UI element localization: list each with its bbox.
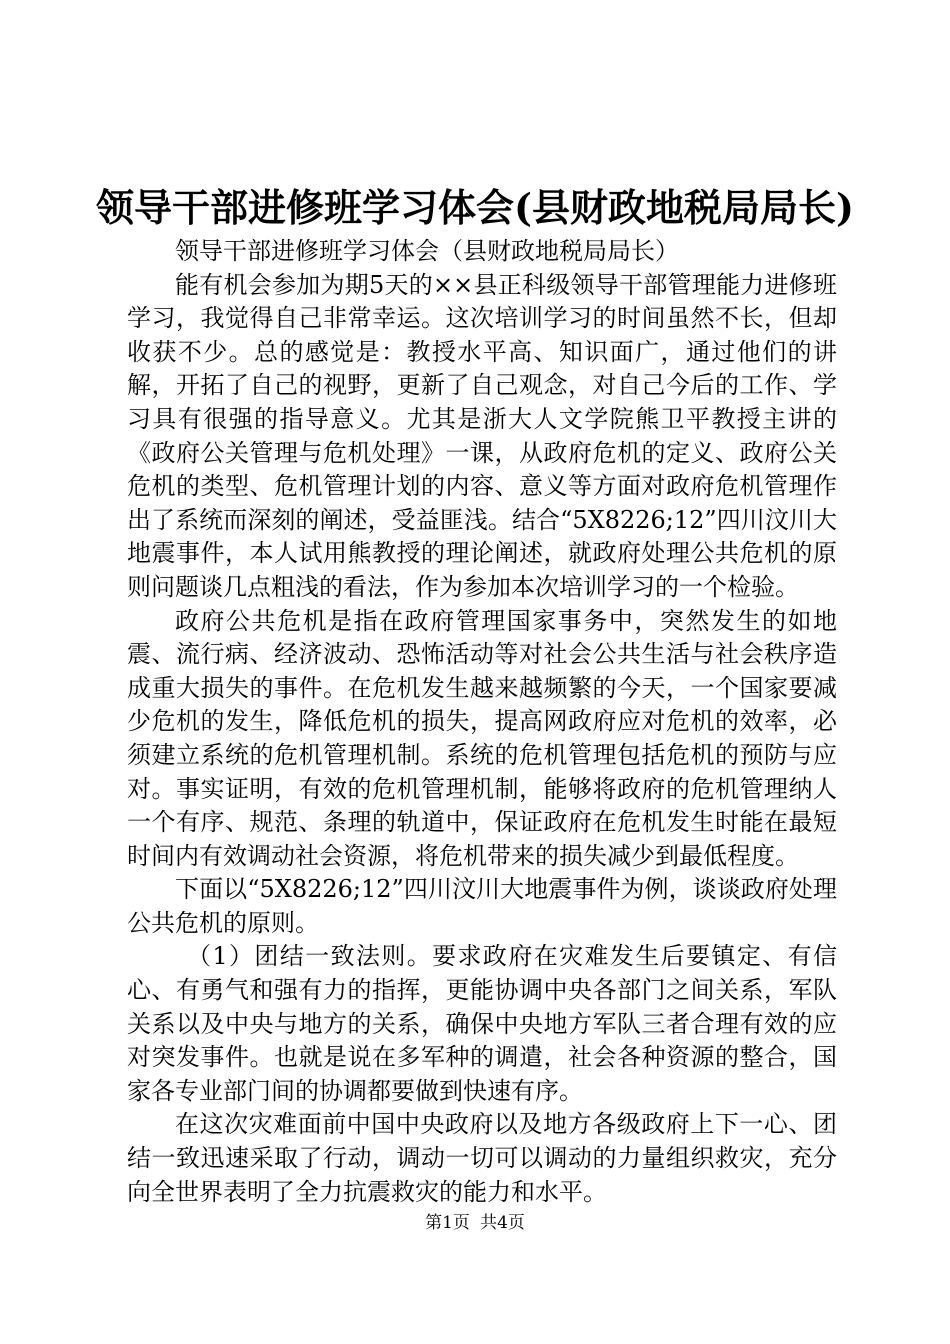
paragraph-subtitle: 领导干部进修班学习体会（县财政地税局局长）: [175, 237, 679, 265]
page-number: 第1页: [425, 1213, 470, 1233]
page-total: 共4页: [480, 1213, 525, 1233]
page-footer: [0, 1212, 950, 1234]
paragraph-definition: 政府公共危机是指在政府管理国家事务中，突然发生的如地震、流行病、经济波动、恐怖活动等对社会公共生活与社会秩序造成重大损失的事件。在危机发生越来越频繁的今天，一个国家要减少危机的发生，降低危机的损失，提高网政府应对危机的效率，必须建立系统的危机管理机制。系统的危机管理包括危机的预防与应对。事实证明，有效的危机管理机制，能够将政府的危机管理纳人一个有序、规范、条理的轨道中，保证政府在危机发生时能在最短时间内有效调动社会资源，将危机带来的损失减少到最低程度。: [127, 606, 837, 870]
document-body: [127, 235, 837, 1209]
paragraph-response: 在这次灾难面前中国中央政府以及地方各级政府上下一心、团结一致迅速采取了行动，调动一切可以调动的力量组织救灾，充分向全世界表明了全力抗震救灾的能力和水平。: [127, 1110, 837, 1206]
paragraph-principle-1: （1）团结一致法则。要求政府在灾难发生后要镇定、有信心、有勇气和强有力的指挥，更能协调中央各部门之间关系，军队关系以及中央与地方的关系，确保中央地方军队三者合理有效的应对突发事件。也就是说在多军种的调遣，社会各种资源的整合，国家各专业部门间的协调都要做到快速有序。: [127, 942, 837, 1105]
paragraph-intro: 能有机会参加为期5天的××县正科级领导干部管理能力进修班学习，我觉得自己非常幸运。这次培训学习的时间虽然不长，但却收获不少。总的感觉是：教授水平高、知识面广，通过他们的讲解，开拓了自己的视野，更新了自己观念，对自己今后的工作、学习具有很强的指导意义。尤其是浙大人文学院熊卫平教授主讲的《政府公关管理与危机处理》一课，从政府危机的定义、政府公关危机的类型、危机管理计划的内容、意义等方面对政府危机管理作出了系统而深刻的阐述，受益匪浅。结合“5X8226;12”四川汶川大地震事件，本人试用熊教授的理论阐述，就政府处理公共危机的原则问题谈几点粗浅的看法，作为参加本次培训学习的一个检验。: [127, 270, 837, 601]
paragraph-example: 下面以“5X8226;12”四川汶川大地震事件为例，谈谈政府处理公共危机的原则。: [127, 875, 837, 937]
document-title: 领导干部进修班学习体会(县财政地税局局长): [96, 185, 854, 230]
